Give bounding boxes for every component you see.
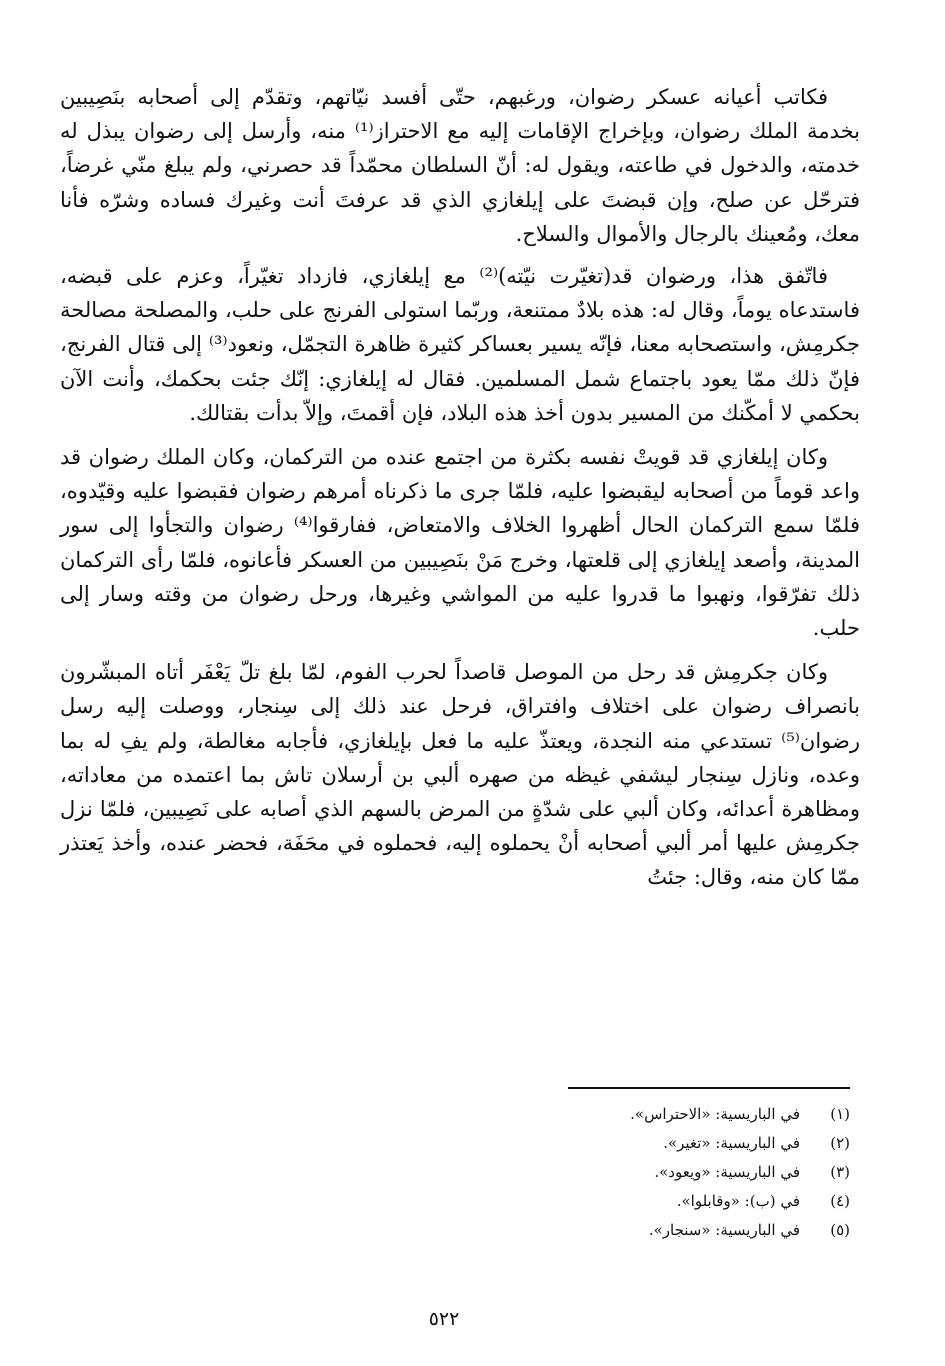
footnote-item xyxy=(560,1100,850,1129)
paragraph: فاتّفق هذا، ورضوان قد(تغيّرت نيّته)⁽²⁾ مع إيلغازي، فازداد تغيّراً، وعزم على قبضه، فاستدعاه يوماً، وقال له: هذه بلادٌ ممتنعة، وربّما استولى الفرنج على حلب، والمصلحة مصالحة جكرمِش، واستصحابه معنا، فإنّه يسير بعساكر كثيرة ظاهرة التجمّل، ونعود⁽³⁾ إلى قتال الفرنج، فإنّ ذلك ممّا يعود باجتماع شمل المسلمين. فقال له إيلغازي: إنّك جئت بحكمك، وأنت الآن بحكمي لا أمكّنك من المسير بدون أخذ هذه البلاد، فإن أقمتَ، وإلاّ بدأت بقتالك. xyxy=(60,264,860,425)
footnote-text: في الباريسية: «تغير». xyxy=(663,1134,800,1152)
footnote-item xyxy=(560,1129,850,1158)
footnote-number: (٢) xyxy=(830,1134,850,1152)
footnote-number: (٣) xyxy=(830,1163,850,1181)
footnote-number: (٤) xyxy=(830,1192,850,1210)
footnote-number: (١) xyxy=(830,1105,850,1123)
footnote-text: في الباريسية: «ويعود». xyxy=(654,1163,800,1181)
paragraph: فكاتب أعيانه عسكر رضوان، ورغبهم، حتّى أفسد نيّاتهم، وتقدّم إلى أصحابه بنَصِيبين بخدمة الملك رضوان، وبإخراج الإقامات إليه مع الاحتراز⁽¹⁾ منه، وأرسل إلى رضوان يبذل له خدمته، والدخول في طاعته، ويقول له: أنّ السلطان محمّداً قد حصرني، ولم يبلغ منّي غرضاً، فترحّل عن صلح، وإن قبضتَ على إيلغازي الذي قد عرفتَ أنت وغيرك فساده وشرّه فأنا معك، ومُعينك بالرجال والأموال والسلاح. xyxy=(60,85,860,246)
page-number: ٥٢٢ xyxy=(428,1308,460,1330)
main-text xyxy=(60,80,860,895)
footnote-item xyxy=(560,1187,850,1216)
footnote-text: في الباريسية: «سنجار». xyxy=(648,1221,800,1239)
footnote-item xyxy=(560,1216,850,1245)
footnote-number: (٥) xyxy=(830,1221,850,1239)
footnote-text: في (ب): «وقابلوا». xyxy=(676,1192,800,1210)
paragraph: وكان إيلغازي قد قويتْ نفسه بكثرة من اجتمع عنده من التركمان، وكان الملك رضوان قد واعد قوماً من أصحابه ليقبضوا عليه، فلمّا جرى ما ذكرناه أمرهم رضوان فقبضوا عليه وقيّدوه، فلمّا سمع التركمان الحال أظهروا الخلاف والامتعاض، ففارقوا⁽⁴⁾ رضوان والتجأوا إلى سور المدينة، وأصعد إيلغازي إلى قلعتها، وخرج مَنْ بنَصِيبين من العسكر فأعانوه، فلمّا رأى التركمان ذلك تفرّقوا، ونهبوا ما قدروا عليه من المواشي وغيرها، ورحل رضوان من وقته وسار إلى حلب. xyxy=(60,445,860,641)
footnotes xyxy=(560,1100,850,1245)
footnote-divider xyxy=(568,1087,850,1089)
footnote-item xyxy=(560,1158,850,1187)
paragraph: وكان جكرمِش قد رحل من الموصل قاصداً لحرب الفوم، لمّا بلغ تلّ يَعْفَر أتاه المبشّرون بانصراف رضوان على اختلاف وافتراق، فرحل عند ذلك إلى سِنجار، ووصلت إليه رسل رضوان⁽⁵⁾ تستدعي منه النجدة، ويعتذّ عليه ما فعل بإيلغازي، فأجابه مغالطة، ولم يفِ له بما وعده، ونازل سِنجار ليشفي غيظه من صهره ألبي بن أرسلان تاش بما اعتمده من معاداته، ومظاهرة أعدائه، وكان ألبي على شدّةٍ من المرض بالسهم الذي أصابه على نَصِيبين، فلمّا نزل جكرمِش عليها أمر ألبي أصحابه أنْ يحملوه إليه، فحملوه في محَفَة، فحضر عنده، وأخذ يَعتذر ممّا كان منه، وقال: جئتُ xyxy=(60,660,860,890)
footnote-text: في الباريسية: «الاحتراس». xyxy=(630,1105,800,1123)
